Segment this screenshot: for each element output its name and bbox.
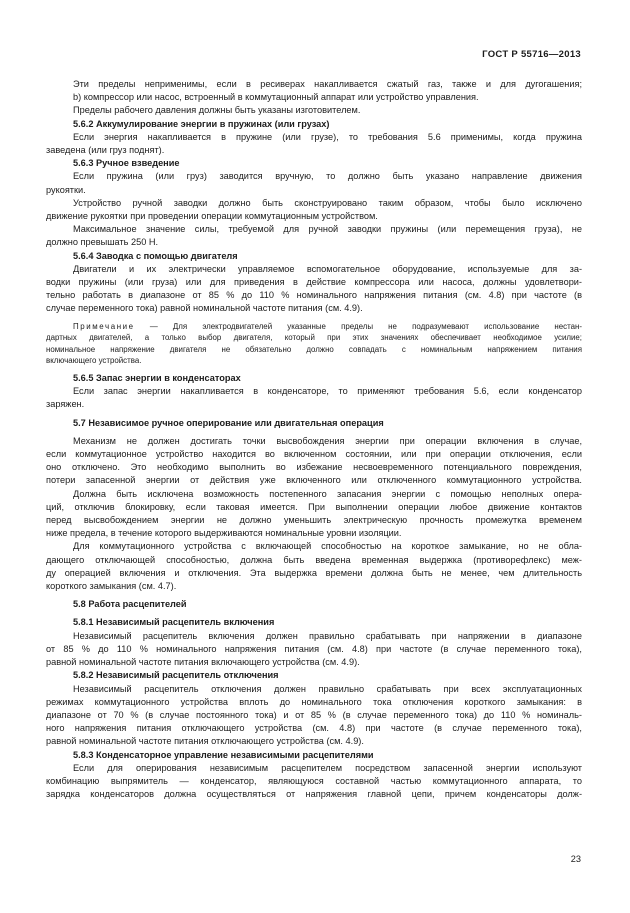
text-line: Эти пределы неприменимы, если в ресиверах накапливается сжатый газ, также и для дугогашения; [73,79,582,89]
text-line: Независимый расцепитель включения должен правильно срабатывать при напряжении в диапазоне [73,630,582,641]
text-line [46,321,582,333]
text-line: ного напряжения питания отключающего устройства (см. 4.8) при частоте (в случае переменного тока), [46,723,582,734]
text-line: включающего устройства. [46,356,142,366]
text-line: Механизм не должен достигать точки высвобождения энергии при операции включения в случае, [73,435,582,446]
text-line: Если энергия накапливается в пружине (или грузе), то требования 5.6 применимы, когда пружина [73,131,582,142]
paragraph [46,131,582,157]
text-line: рукоятки. [46,184,86,195]
document-header-standard: ГОСТ Р 55716—2013 [482,49,581,60]
text-line: ций, отключив блокировку, если таковая имеется. При выполнении операции любое движение контактов [46,501,582,512]
text-line: режимах коммутационного устройства вплоть до номинального тока отключения короткого замыкания: в [46,696,582,707]
paragraph [46,435,582,488]
section-heading: 5.7 Независимое ручное оперирование или двигательная операция [73,417,384,428]
text-line: Независимый расцепитель отключения должен правильно срабатывать при всех эксплуатационных [73,683,582,694]
text-line: дающего отключающей способностью, должна быть введена временная выдержка (противорефлекс) меж- [46,554,582,565]
text-line: перед высвобождением энергии не должно уменьшить электрическую прочность промежутка временем [46,515,582,526]
text-line: заведена (или груз поднят). [46,145,165,156]
text-line: Для коммутационного устройства с включающей способностью на короткое замыкание, но не обла- [73,541,582,552]
text-line: Двигатели и их электрически управляемое вспомогательное оборудование, используемые для за- [73,263,582,274]
text-line: Должна быть исключена возможность постепенного запасания энергии с помощью неполных опера- [73,488,582,499]
text-line: диапазоне от 70 % (в случае постоянного тока) и от 85 % (в случае переменного тока) до 110 % номиналь- [46,709,582,720]
paragraph [46,488,582,541]
text-line: Если пружина (или груз) заводится вручную, то должно быть указано направление движения [73,171,582,182]
paragraph [46,197,582,223]
text-line: ду операцией включения и отключения. Эта выдержка времени должна быть не менее, чем длительность [46,567,582,578]
paragraph [46,385,582,411]
paragraph [46,170,582,196]
subsection-heading: 5.8.3 Конденсаторное управление независимыми расцепителями [73,749,374,760]
paragraph [46,263,582,316]
text-line: Пределы рабочего давления должны быть указаны изготовителем. [73,105,361,116]
subsection-heading: 5.8.1 Независимый расцепитель включения [73,617,275,628]
text-line: короткого замыкания (см. 4.7). [46,581,177,592]
section-heading: 5.8 Работа расцепителей [73,599,187,610]
text-line: тельно работать в диапазоне от 85 % до 110 % номинального напряжения питания (см. 4.8) при частоте (в [46,290,582,301]
paragraph [46,540,582,593]
text-line: Устройство ручной заводки должно быть сконструировано таким образом, чтобы было исключено [73,197,582,208]
text-line: дартных двигателей, а только выбор двигателя, который при этих значениях обеспечивает необходимое усилие; [46,333,582,343]
note-text: — Для электродвигателей указанные пределы не подразумевают использование нестан- [134,321,582,331]
paragraph [46,91,582,104]
text-line: зарядка конденсаторов должна осуществляться от напряжения главной цепи, причем конденсаторы долж- [46,789,582,800]
paragraph [46,683,582,749]
paragraph [46,762,582,802]
text-line: ниже предела, в течение которого выдерживаются номинальные уровни изоляции. [46,528,402,539]
text-line: потери запасенной энергии от действия уже включенного или отключенного коммутационного устройства. [46,475,582,486]
subsection-heading: 5.8.2 Независимый расцепитель отключения [73,670,279,681]
subsection-heading: 5.6.3 Ручное взведение [73,158,180,169]
paragraph [46,104,582,117]
text-line: b) компрессор или насос, встроенный в коммутационный аппарат или устройство управления. [73,92,479,103]
text-line: случае переменного тока) равной номинальной частоте питания (см. 4.9). [46,303,363,314]
text-line: равной номинальной частоте питания отключающего устройства (см. 4.9). [46,736,364,747]
text-line: заряжен. [46,399,85,410]
note [46,321,582,367]
text-line: от 85 % до 110 % номинального напряжения питания (см. 4.8) при частоте (в случае переменного тока), [46,643,582,654]
text-line: движение рукоятки при проведении операции коммутационным устройством. [46,211,378,222]
page-number: 23 [570,854,581,864]
text-line: водки пружины (или груза) или для приведения в действие компрессора или насоса, должны удовлетвори- [46,277,582,288]
text-line: Если для оперирования независимым расцепителем посредством запасенной энергии используют [73,762,582,773]
paragraph [46,223,582,249]
text-line: если коммутационное устройство находится во включенном состоянии, или при операции отключения, если [46,449,582,460]
text-line: Максимальное значение силы, требуемой для ручной заводки пружины (или перемещения груза), не [73,224,582,235]
subsection-heading: 5.6.4 Заводка с помощью двигателя [73,250,238,261]
paragraph [46,630,582,670]
paragraph [46,78,582,91]
text-line: оно отключено. Это необходимо выполнить во избежание несвоевременного потенциального повреждения, [46,462,582,473]
subsection-heading: 5.6.2 Аккумулирование энергии в пружинах (или грузах) [73,118,330,129]
text-line: номинальное напряжение двигателя не обязательно должно совпадать с номинальным напряжением питания [46,344,582,354]
page-body [46,78,582,801]
text-line: равной номинальной частоте питания включающего устройства (см. 4.9). [46,657,360,668]
note-label: Примечание [73,321,135,331]
text-line: комбинацию выпрямитель — конденсатор, являющуюся составной частью коммутационного аппарата, то [46,775,582,786]
text-line: Если запас энергии накапливается в конденсаторе, то применяют требования 5.6, если конденсатор [73,386,582,397]
text-line: должно превышать 250 Н. [46,237,159,248]
subsection-heading: 5.6.5 Запас энергии в конденсаторах [73,373,241,384]
